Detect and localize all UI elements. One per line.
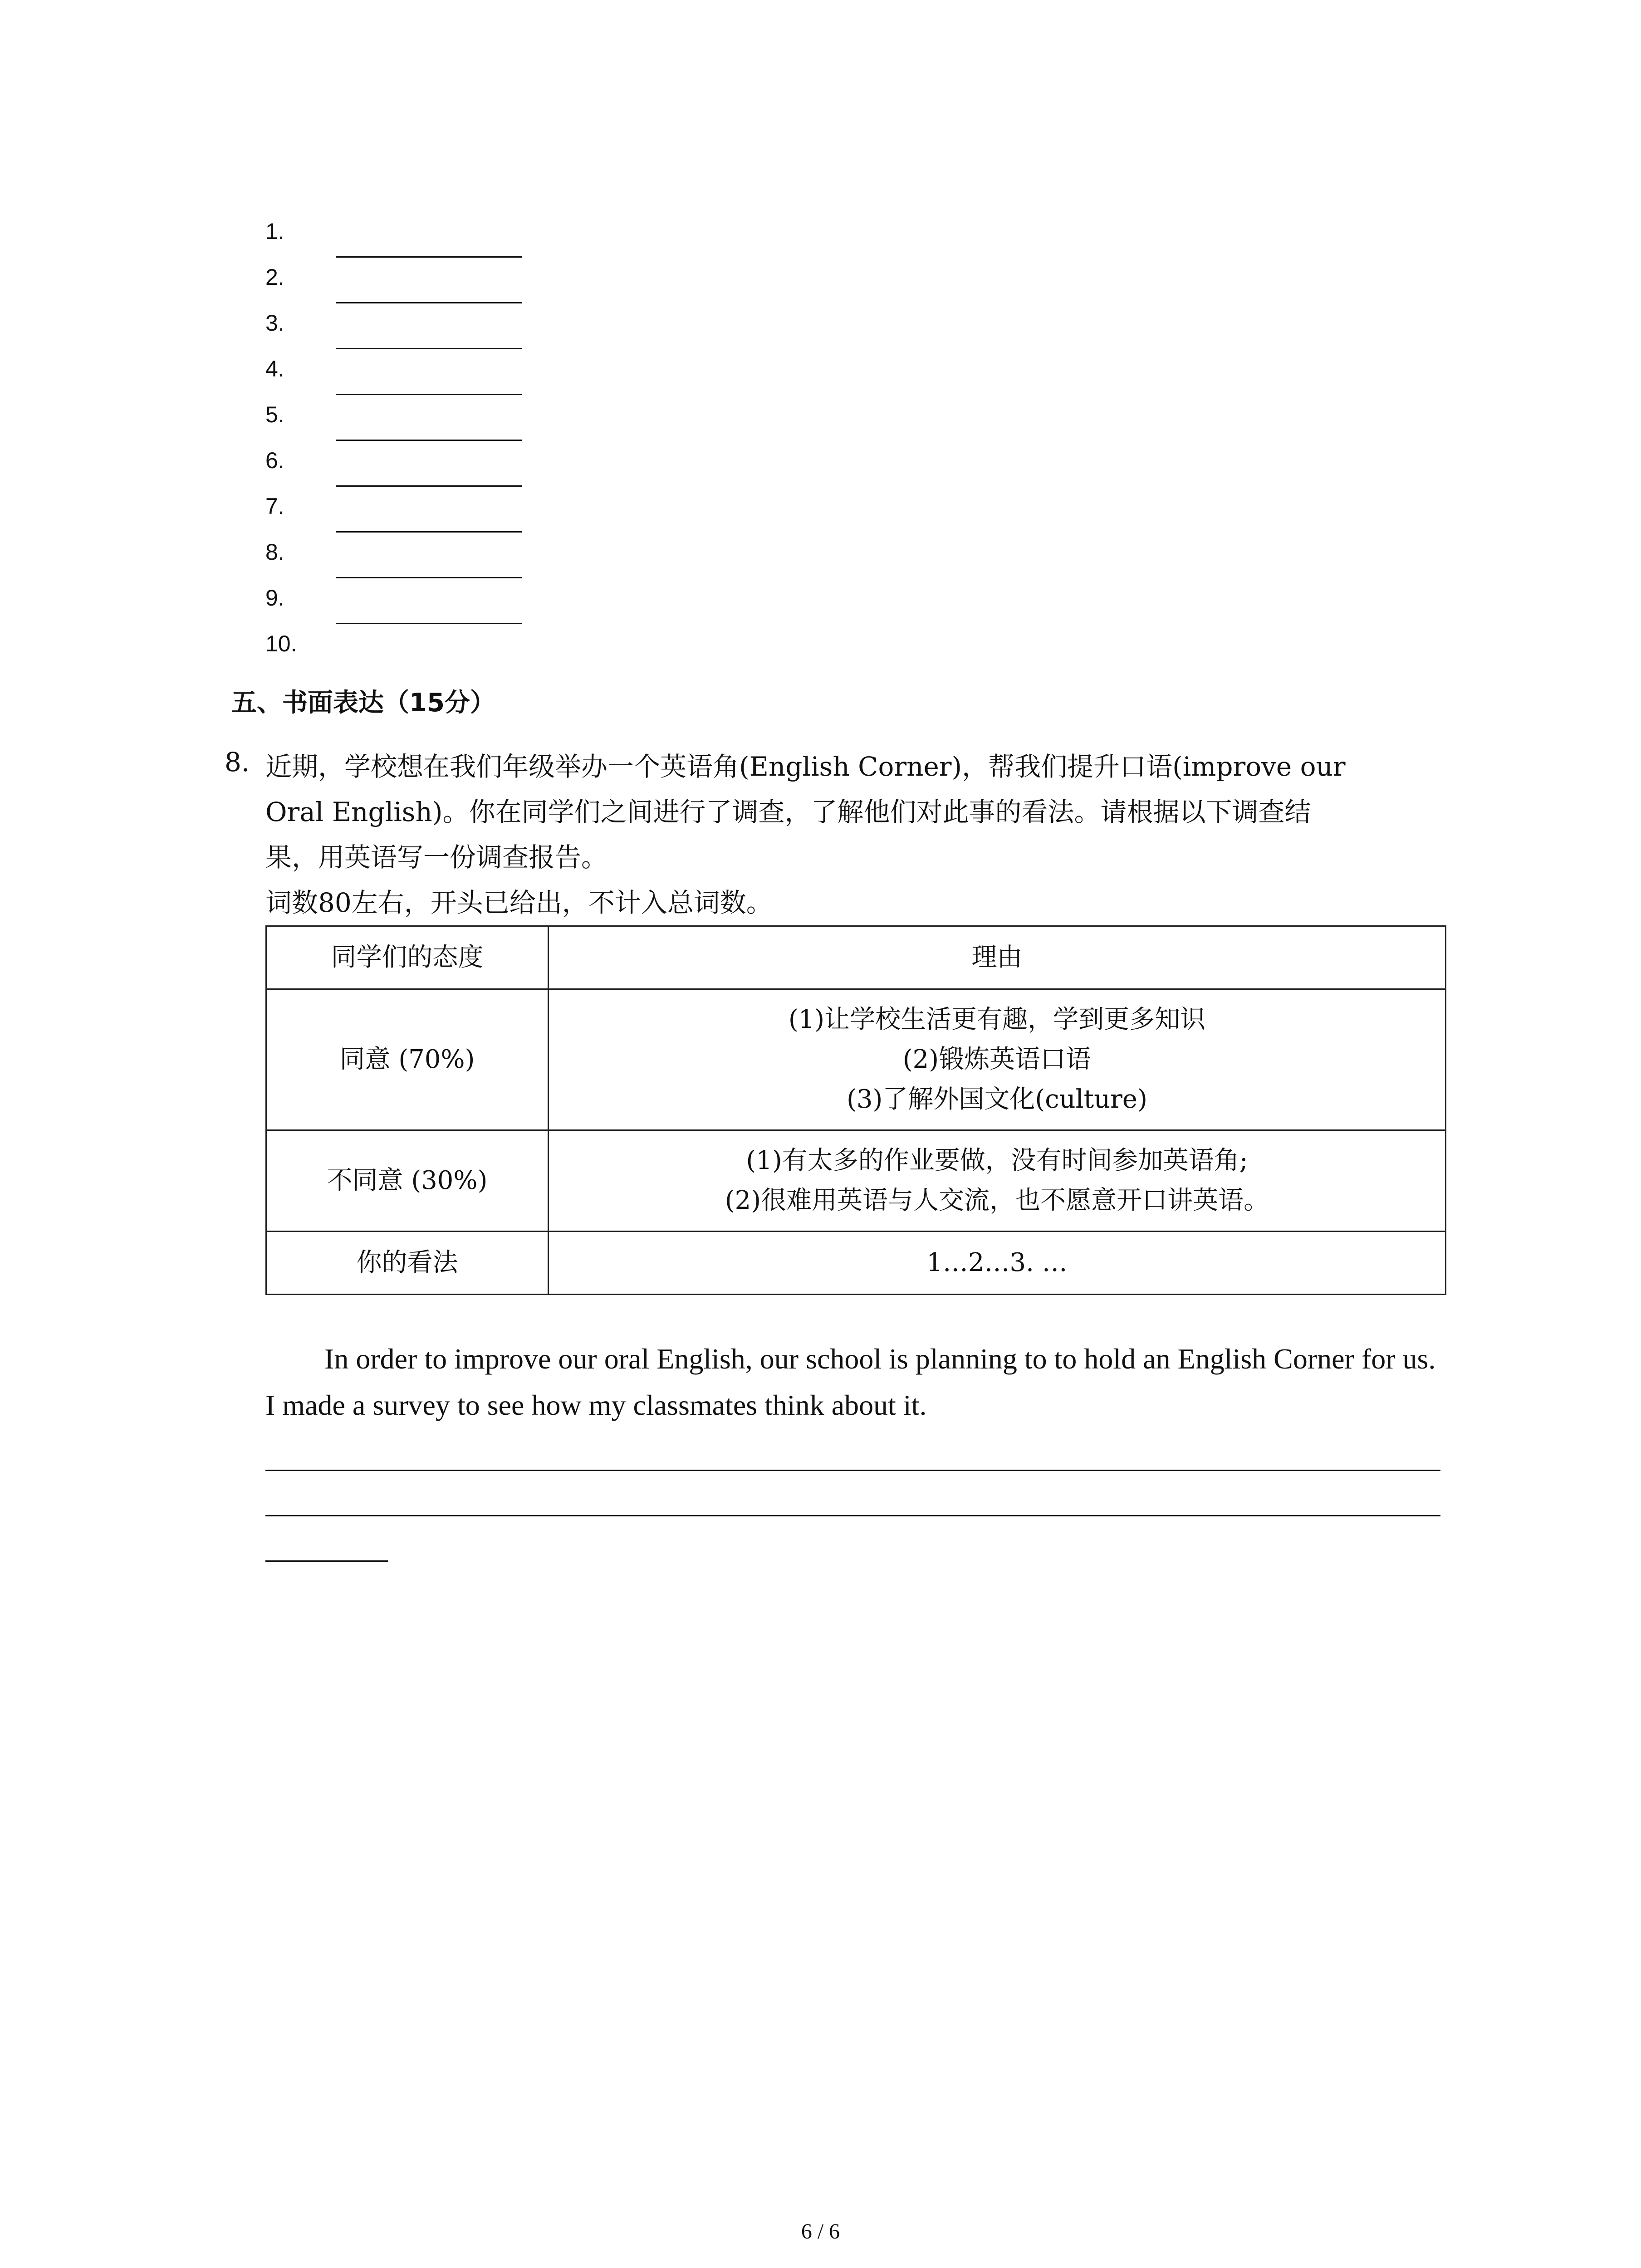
reason-line: (2)锻炼英语口语 bbox=[902, 1045, 1092, 1074]
question-line: 果，用英语写一份调查报告。 bbox=[265, 842, 608, 873]
table-header-attitude: 同学们的态度 bbox=[266, 926, 549, 989]
answer-blank-row bbox=[265, 536, 583, 582]
answer-blank-number: 10. bbox=[265, 631, 297, 656]
answer-blank-number: 4. bbox=[265, 356, 284, 381]
answer-blank-number: 9. bbox=[265, 585, 284, 611]
answer-blank-row bbox=[265, 399, 583, 445]
writing-line[interactable] bbox=[265, 1515, 1440, 1516]
answer-blank-row bbox=[265, 261, 583, 307]
answer-blank-list bbox=[265, 215, 583, 674]
answer-blank-row bbox=[265, 445, 583, 490]
answer-blank-line[interactable] bbox=[336, 623, 522, 624]
question-number: 8. bbox=[225, 747, 250, 777]
section-heading: 五、书面表达（15分） bbox=[231, 688, 495, 718]
question-text bbox=[265, 744, 1454, 925]
reason-line: (2)很难用英语与人交流，也不愿意开口讲英语。 bbox=[725, 1186, 1269, 1215]
attitude-cell: 同意 (70%) bbox=[266, 989, 549, 1130]
answer-blank-number: 5. bbox=[265, 402, 284, 427]
reason-cell bbox=[549, 1232, 1446, 1295]
answer-blank-number: 2. bbox=[265, 264, 284, 290]
answer-blank-number: 3. bbox=[265, 310, 284, 336]
reason-line: 1…2…3. … bbox=[926, 1248, 1068, 1277]
answer-blank-row bbox=[265, 215, 583, 261]
answer-blank-row bbox=[265, 628, 583, 674]
answer-blank-line[interactable] bbox=[336, 577, 522, 578]
reason-line: (1)让学校生活更有趣，学到更多知识 bbox=[788, 1005, 1206, 1034]
table-row bbox=[266, 1130, 1446, 1232]
reason-line: (1)有太多的作业要做，没有时间参加英语角; bbox=[746, 1146, 1248, 1175]
answer-blank-number: 1. bbox=[265, 219, 284, 244]
answer-blank-line[interactable] bbox=[336, 531, 522, 533]
answer-blank-row bbox=[265, 490, 583, 536]
answer-blank-line[interactable] bbox=[336, 302, 522, 303]
answer-blank-row bbox=[265, 307, 583, 353]
reason-cell bbox=[549, 989, 1446, 1130]
writing-line[interactable] bbox=[265, 1470, 1440, 1471]
table-header-reason: 理由 bbox=[549, 926, 1446, 989]
page-number: 6 / 6 bbox=[801, 2219, 840, 2244]
attitude-cell: 不同意 (30%) bbox=[266, 1130, 549, 1232]
question-line: Oral English)。你在同学们之间进行了调查，了解他们对此事的看法。请根据以下调查结 bbox=[265, 797, 1311, 827]
answer-blank-line[interactable] bbox=[336, 440, 522, 441]
answer-blank-line[interactable] bbox=[336, 485, 522, 487]
table-row bbox=[266, 1232, 1446, 1295]
answer-blank-row bbox=[265, 353, 583, 399]
question-line: 近期，学校想在我们年级举办一个英语角(English Corner)，帮我们提升口语(improve our bbox=[265, 751, 1346, 782]
opening-paragraph: In order to improve our oral English, our school is planning to to hold an English Corner for us. I made a survey to see how my classmates think about it. bbox=[265, 1343, 1436, 1421]
answer-blank-line[interactable] bbox=[336, 348, 522, 349]
answer-blank-number: 7. bbox=[265, 494, 284, 519]
writing-line[interactable] bbox=[265, 1560, 388, 1562]
composition-opening bbox=[265, 1336, 1445, 1428]
attitude-cell: 你的看法 bbox=[266, 1232, 549, 1295]
reason-cell bbox=[549, 1130, 1446, 1232]
table-header-row bbox=[266, 926, 1446, 989]
answer-blank-number: 6. bbox=[265, 448, 284, 473]
answer-blank-number: 8. bbox=[265, 539, 284, 565]
question-line: 词数80左右，开头已给出，不计入总词数。 bbox=[265, 887, 773, 918]
survey-table bbox=[265, 925, 1446, 1295]
answer-blank-line[interactable] bbox=[336, 256, 522, 258]
answer-blank-line[interactable] bbox=[336, 394, 522, 395]
answer-blank-row bbox=[265, 582, 583, 628]
table-row bbox=[266, 989, 1446, 1130]
reason-line: (3)了解外国文化(culture) bbox=[847, 1085, 1147, 1114]
